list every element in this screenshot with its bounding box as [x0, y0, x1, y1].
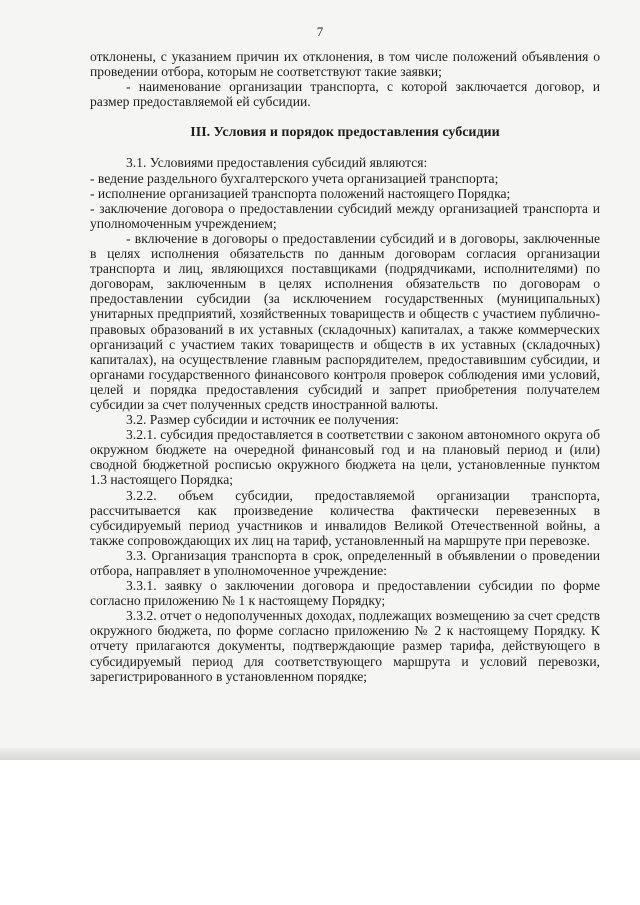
paragraph: 3.1. Условиями предоставления субсидий являются: [126, 155, 428, 171]
paragraph: - ведение раздельного бухгалтерского учета организацией транспорта; [90, 170, 499, 186]
document-body [90, 49, 600, 684]
paragraph: - включение в договоры о предоставлении субсидий и в договоры, заключенные в целях исполнения обязательств по данным договорам согласия организации транспорта и лиц, являющихся поставщиками (подрядчиками, исполнителями) по договорам, заключенным в целях исполнения обязательств по договорам о предоставлении субсидии (за исключением государственных (муниципальных) унитарных предприятий, хозяйственных товариществ и обществ с участием публично-правовых образований в их уставных (складочных) капиталах, а также коммерческих организаций с участием таких товариществ и обществ в их уставных (складочных) капиталах), на осуществление главным распорядителем, предоставившим субсидии, и органами государственного финансового контроля проверок соблюдения ими условий, целей и порядка предоставления субсидий и запрет приобретения получателем субсидии за счет полученных средств иностранной валюты. [90, 230, 600, 412]
paragraph: - исполнение организацией транспорта положений настоящего Порядка; [90, 185, 511, 201]
paragraph: 3.3.2. отчет о недополученных доходах, подлежащих возмещению за счет средств окружного бюджета, по форме согласно приложению № 2 к настоящему Порядку. К отчету прилагаются документы, подтверждающие размер тарифа, действующего в субсидируемый период для соответствующего маршрута и условий перевозки, зарегистрированного в установленном порядке; [90, 608, 600, 684]
paragraph: 3.2. Размер субсидии и источник ее получения: [126, 412, 399, 428]
scan-edge [0, 748, 640, 760]
section-heading: III. Условия и порядок предоставления субсидии [190, 125, 500, 141]
paragraph: отклонены, с указанием причин их отклонения, в том числе положений объявления о проведении отбора, которым не соответствуют такие заявки; [90, 49, 600, 80]
paragraph: 3.2.1. субсидия предоставляется в соответствии с законом автономного округа об окружном бюджете на очередной финансовый год и на плановый период и (или) сводной бюджетной росписью окружного бюджета на цели, установленные пунктом 1.3 настоящего Порядка; [90, 427, 600, 488]
paragraph: 3.2.2. объем субсидии, предоставляемой организации транспорта, рассчитывается как произведение количества фактически перевезенных в субсидируемый период участников и инвалидов Великой Отечественной войны, а также сопровождающих их лиц на тариф, установленный на маршруте при перевозке. [90, 487, 600, 548]
paragraph: - наименование организации транспорта, с которой заключается договор, и размер предоставляемой ей субсидии. [90, 79, 600, 110]
paragraph: 3.3. Организация транспорта в срок, определенный в объявлении о проведении отбора, направляет в уполномоченное учреждение: [90, 547, 600, 578]
paragraph: 3.3.1. заявку о заключении договора и предоставлении субсидии по форме согласно приложению № 1 к настоящему Порядку; [90, 578, 600, 609]
paragraph: - заключение договора о предоставлении субсидий между организацией транспорта и уполномоченным учреждением; [90, 200, 600, 231]
page-number: 7 [316, 24, 324, 39]
